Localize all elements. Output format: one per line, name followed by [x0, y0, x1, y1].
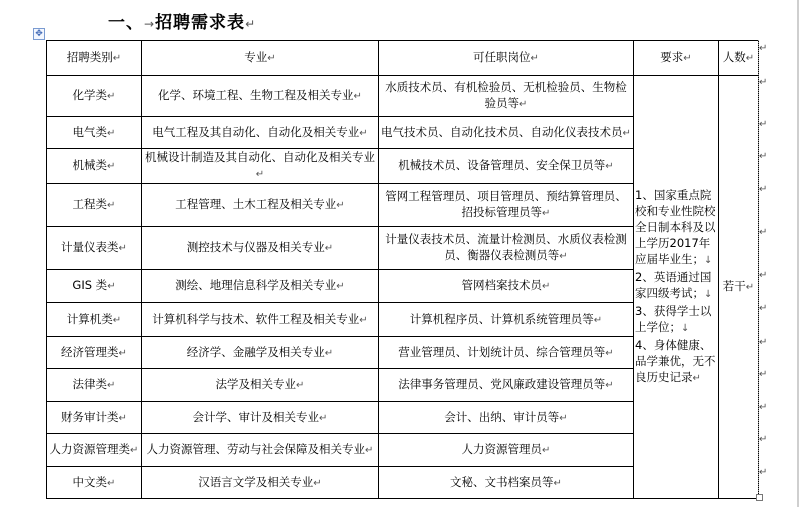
cell-category: 计量仪表类↵: [47, 227, 142, 270]
cell-category: GIS 类↵: [47, 270, 142, 303]
cell-positions: 文秘、文书档案员等↵: [379, 467, 634, 499]
row-end-mark-icon: ↵: [759, 434, 768, 445]
row-end-mark-icon: ↵: [759, 303, 768, 314]
cell-category: 计算机类↵: [47, 303, 142, 337]
cell-category: 工程类↵: [47, 184, 142, 227]
cell-major: 机械设计制造及其自动化、自动化及相关专业↵: [142, 149, 379, 184]
requirements-cell: 1、国家重点院校和专业性院校全日制本科及以上学历2017年应届毕业生；↓ 2、英语通过国家四级考试；↓ 3、获得学士以上学位；↓ 4、身体健康、品学兼优，无不良历史记录↵: [634, 76, 719, 499]
cell-major: 计算机科学与技术、软件工程及相关专业↵: [142, 303, 379, 337]
requirement-2: 2、英语通过国家四级考试；: [635, 270, 712, 300]
header-count: 人数↵: [719, 41, 759, 76]
cell-category: 机械类↵: [47, 149, 142, 184]
cell-category: 人力资源管理类↵: [47, 434, 142, 467]
row-end-mark-icon: ↵: [759, 402, 768, 413]
cell-positions: 法律事务管理员、党风廉政建设管理员等↵: [379, 369, 634, 402]
cell-major: 测绘、地理信息科学及相关专业↵: [142, 270, 379, 303]
cell-positions: 电气技术员、自动化技术员、自动化仪表技术员↵: [379, 117, 634, 149]
cell-major: 法学及相关专业↵: [142, 369, 379, 402]
row-end-mark-icon: ↵: [759, 77, 768, 88]
page-title: [108, 8, 256, 33]
row-end-markers: [758, 40, 767, 495]
row-end-mark-icon: ↵: [759, 151, 768, 162]
requirement-3: 3、获得学士以上学位；: [635, 304, 712, 334]
cell-category: 财务审计类↵: [47, 402, 142, 434]
paragraph-mark-icon: ↵: [245, 17, 257, 31]
row-end-mark-icon: ↵: [759, 467, 768, 478]
row-end-mark-icon: ↵: [759, 43, 768, 54]
heading-title: 招聘需求表: [155, 13, 246, 33]
cell-positions: 水质技术员、有机检验员、无机检验员、生物检验员等↵: [379, 76, 634, 117]
row-end-mark-icon: ↵: [759, 227, 768, 238]
row-end-mark-icon: ↵: [759, 184, 768, 195]
cell-category: 法律类↵: [47, 369, 142, 402]
cell-category: 化学类↵: [47, 76, 142, 117]
tab-arrow-icon: →: [144, 17, 156, 31]
cell-positions: 计算机程序员、计算机系统管理员等↵: [379, 303, 634, 337]
cell-major: 电气工程及其自动化、自动化及相关专业↵: [142, 117, 379, 149]
requirement-1: 1、国家重点院校和专业性院校全日制本科及以上学历2017年应届毕业生；: [635, 188, 716, 266]
table-resize-handle-icon[interactable]: [756, 494, 763, 501]
requirement-4: 4、身体健康、品学兼优，无不良历史记录: [635, 338, 716, 384]
header-positions: 可任职岗位↵: [379, 41, 634, 76]
cell-positions: 人力资源管理员↵: [379, 434, 634, 467]
table-move-handle-icon[interactable]: ✥: [33, 28, 45, 40]
cell-positions: 计量仪表技术员、流量计检测员、水质仪表检测员、衡器仪表检测员等↵: [379, 227, 634, 270]
row-end-mark-icon: ↵: [759, 337, 768, 348]
row-end-mark-icon: ↵: [759, 369, 768, 380]
recruitment-table: [46, 40, 759, 499]
cell-major: 测控技术与仪器及相关专业↵: [142, 227, 379, 270]
table-header-row: [47, 41, 759, 76]
cell-positions: 机械技术员、设备管理员、安全保卫员等↵: [379, 149, 634, 184]
cell-major: 化学、环境工程、生物工程及相关专业↵: [142, 76, 379, 117]
header-category: 招聘类别↵: [47, 41, 142, 76]
cell-positions: 管网档案技术员↵: [379, 270, 634, 303]
row-end-mark-icon: ↵: [759, 119, 768, 130]
count-cell: 若干↵: [719, 76, 759, 499]
cell-major: 经济学、金融学及相关专业↵: [142, 337, 379, 369]
cell-positions: 会计、出纳、审计员等↵: [379, 402, 634, 434]
cell-major: 汉语言文学及相关专业↵: [142, 467, 379, 499]
header-major: 专业↵: [142, 41, 379, 76]
cell-category: 电气类↵: [47, 117, 142, 149]
heading-prefix: 一、: [108, 13, 144, 33]
cell-major: 人力资源管理、劳动与社会保障及相关专业↵: [142, 434, 379, 467]
cell-major: 工程管理、土木工程及相关专业↵: [142, 184, 379, 227]
cell-positions: 营业管理员、计划统计员、综合管理员等↵: [379, 337, 634, 369]
row-end-mark-icon: ↵: [759, 270, 768, 281]
table-row: [47, 76, 759, 117]
cell-major: 会计学、审计及相关专业↵: [142, 402, 379, 434]
cell-category: 经济管理类↵: [47, 337, 142, 369]
header-requirements: 要求↵: [634, 41, 719, 76]
cell-positions: 管网工程管理员、项目管理员、预结算管理员、招投标管理员等↵: [379, 184, 634, 227]
cell-category: 中文类↵: [47, 467, 142, 499]
